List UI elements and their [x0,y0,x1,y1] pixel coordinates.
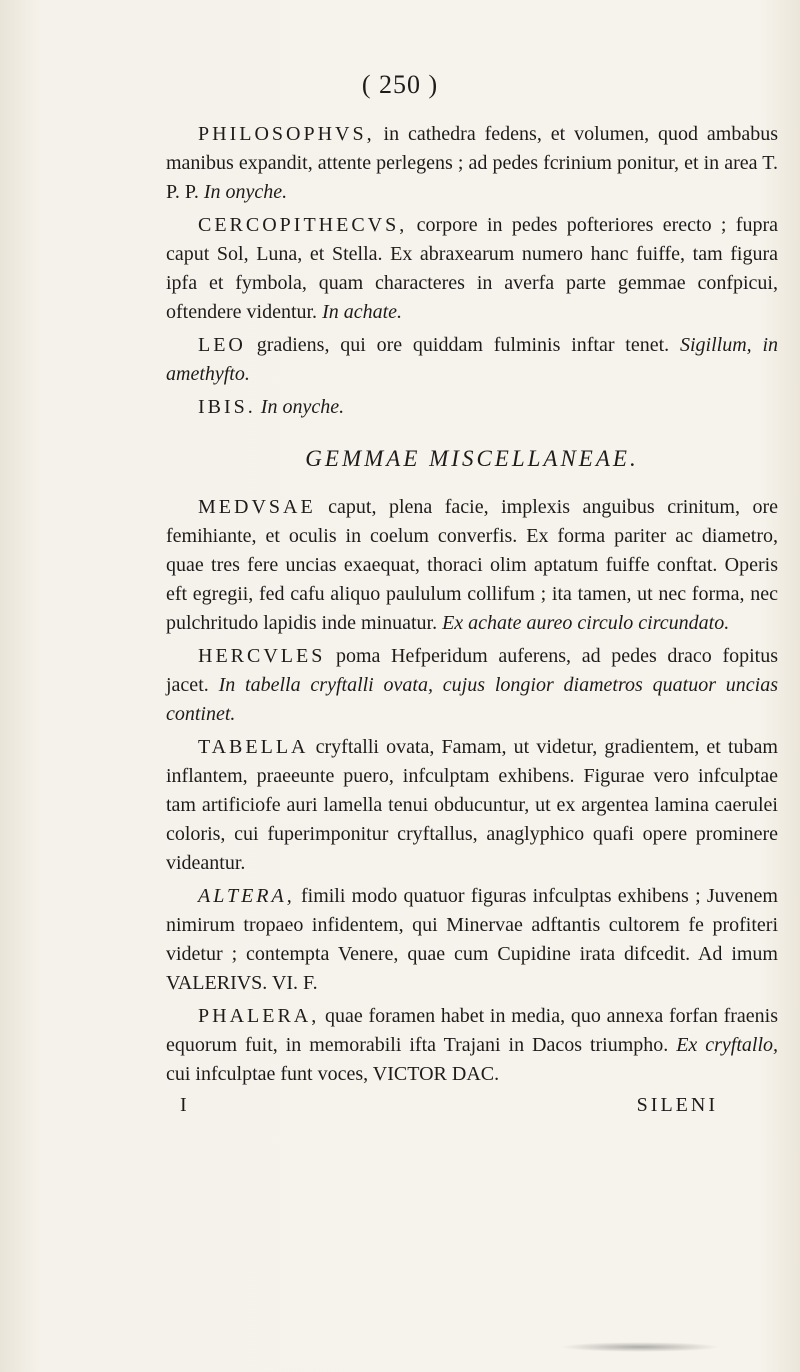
signature-mark: I [180,1094,187,1116]
entry-ibis [166,393,778,422]
entry-lead: ALTERA, [198,885,295,907]
text-block [166,120,778,1120]
ink-smudge [560,1342,720,1352]
entry-text: corpore in pedes pofteriores erecto ; fupra caput Sol, Luna, et Stella. Ex abraxearum numero hanc fuiffe, tam figura ipfa et fymbola, quam characteres in averfa parte gemmae confpicui, oftendere videntur. [166,214,778,323]
entry-note: Sigillum, in amethyfto. [166,334,779,385]
entry-lead: MEDVSAE [198,496,316,518]
entry-lead: CERCOPITHECVS, [198,214,408,236]
entry-medusae [166,493,778,638]
entry-tabella [166,733,778,878]
entry-cercopithecus [166,211,778,327]
entry-note: In achate. [322,301,403,323]
entry-text: caput, plena facie, implexis anguibus crinitum, ore femihiante, et oculis in coelum converfis. Ex forma pariter ac diametro, quae tres fere uncias exaequat, thoraci olim aptatum fuiffe conftat. Operis eft egregii, fed cafu aliquo paululum collifum ; ita tamen, ut nec forma, nec pulchritudo lapidis inde minuatur. [166,496,778,634]
entry-text: gradiens, qui ore quiddam fulminis inftar tenet. [245,334,670,356]
entry-text: cryftalli ovata, Famam, ut videtur, gradientem, et tubam inflantem, praeeunte puero, infculptam exhibens. Figurae vero infculptae tam artificiofe auri lamella tenui obducuntur, ut ex argentea lamina caerulei coloris, cui fuperimponitur cryftallus, anaglyphico quafi opere prominere videantur. [166,736,778,874]
entry-lead: TABELLA [198,736,309,758]
entry-leo [166,331,778,389]
entry-text: in cathedra fedens, et volumen, quod ambabus manibus expandit, attente perlegens ; ad pedes fcrinium ponitur, et in area T. P. P. [166,123,778,203]
entry-note: In onyche. [260,396,345,418]
entry-text: quae foramen habet in media, quo annexa forfan fraenis equorum fuit, in memorabili ifta Trajani in Dacos triumpho. [166,1005,778,1056]
entry-philosophus [166,120,778,207]
entry-note: Ex achate aureo circulo circundato. [442,612,730,634]
entry-lead: LEO [198,334,246,356]
entry-text: poma Hefperidum auferens, ad pedes draco fopitus jacet. [166,645,778,696]
catchword: SILENI [636,1094,718,1116]
page-number: ( 250 ) [361,70,439,99]
entry-lead: HERCVLES [198,645,326,667]
entry-lead: PHALERA, [198,1005,320,1027]
entry-note: In tabella cryftalli ovata, cujus longior diametros quatuor uncias continet. [166,674,779,725]
entry-note-prefix: Ex [676,1034,698,1056]
entry-altera [166,882,778,998]
section-title: GEMMAE MISCELLANEAE. [305,446,639,471]
entry-note: In onyche. [203,181,288,203]
entry-lead: IBIS. [198,396,256,418]
entry-text: fimili modo quatuor figuras infculptas exhibens ; Juvenem nimirum tropaeo infidentem, qui Minervae adftantis cultorem fe profiteri videtur ; contempta Venere, quae cum Cupidine irata difcedit. Ad imum VALERIVS. VI. F. [166,885,778,994]
entry-lead: PHILOSOPHVS, [198,123,375,145]
entry-note: cryftallo, [705,1034,779,1056]
page-footer [166,1091,778,1120]
entry-hercules [166,642,778,729]
entry-phalera [166,1002,778,1089]
entry-text-after: cui infculptae funt voces, VICTOR DAC. [166,1063,500,1085]
